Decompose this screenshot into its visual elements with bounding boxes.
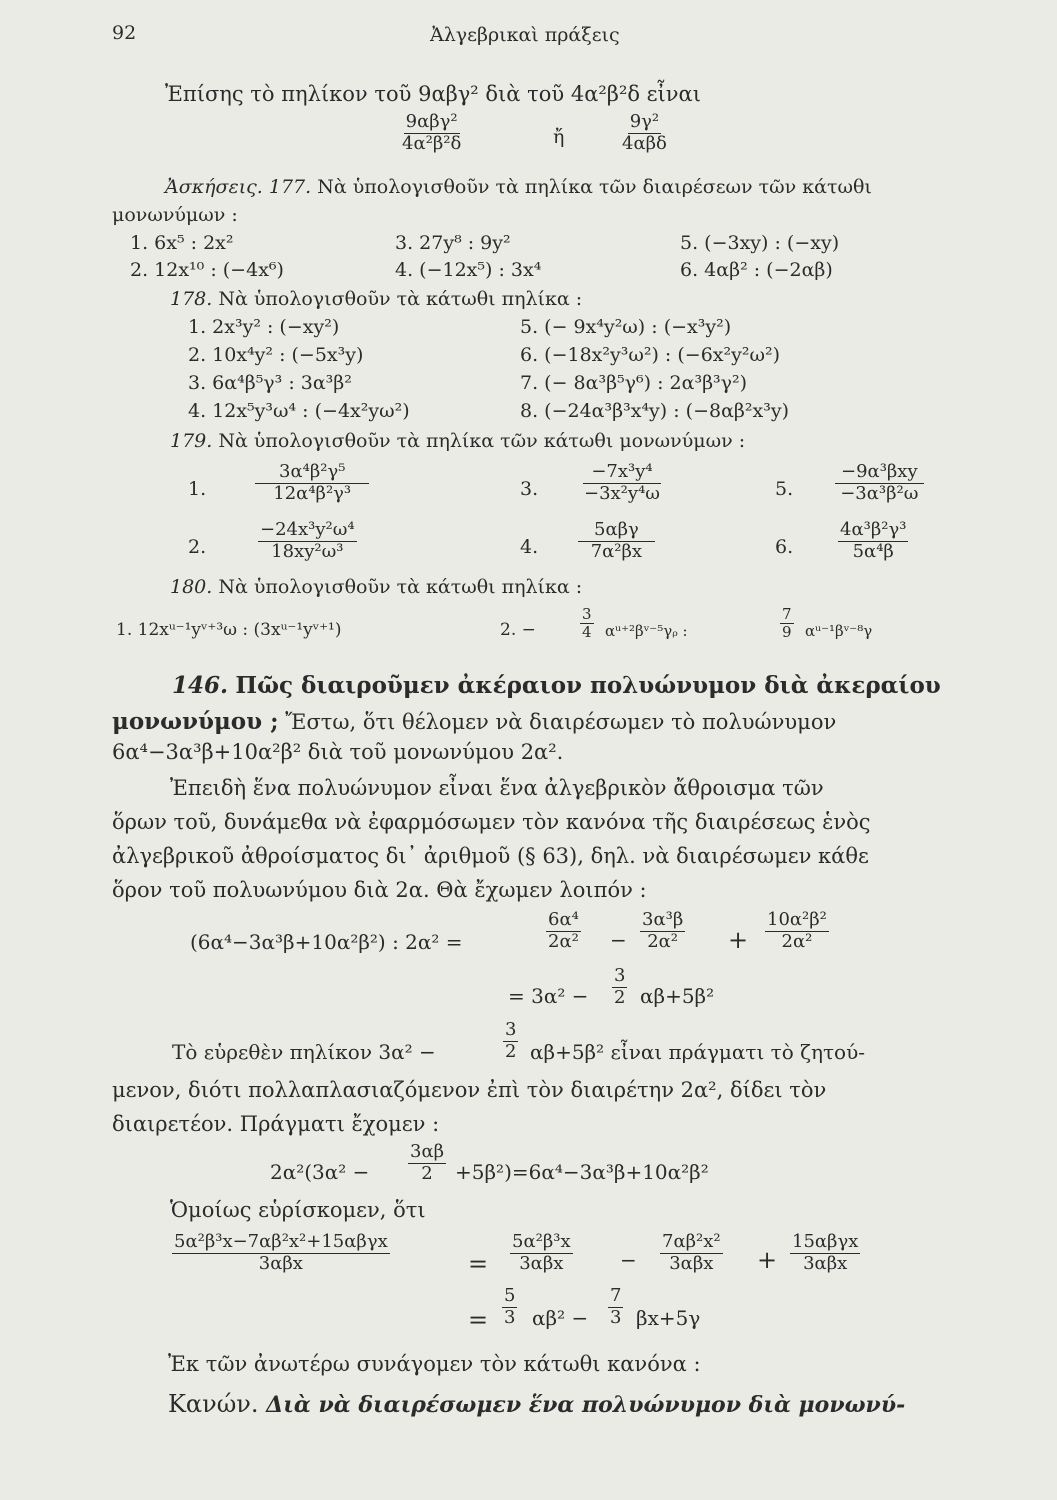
intro-line: Ἐπίσης τὸ πηλίκον τοῦ 9αβγ² διὰ τοῦ 4α²β²δ εἶναι (165, 82, 701, 106)
section-146-text-2: 6α⁴−3α³β+10α²β² διὰ τοῦ μονωνύμου 2α². (112, 740, 564, 764)
fraction-numerator: 3αβ (410, 1141, 445, 1162)
equation-4-plus: + (757, 1246, 778, 1274)
fraction-numerator: 3 (505, 1019, 517, 1040)
paragraph-line: ἀλγεβρικοῦ ἀθροίσματος δι᾽ ἀριθμοῦ (§ 63), δηλ. νὰ διαιρέσωμεν κάθε (112, 844, 869, 868)
ex180-item-2-fraction-1 (580, 606, 594, 642)
fraction-numerator: 10α²β² (767, 909, 827, 930)
intro-fraction-2 (620, 112, 669, 154)
equation-2-rhs: αβ+5β² (640, 984, 715, 1008)
paragraph-line: ὅρων τοῦ, δυνάμεθα νὰ ἐφαρμόσωμεν τὸν κανόνα τῆς διαιρέσεως ἑνὸς (112, 810, 871, 834)
ex180-item-2-fraction-2 (780, 606, 794, 642)
exercise-heading: Ἀσκήσεις. 177. (165, 176, 312, 198)
rule-line (168, 1390, 905, 1418)
ex179-item-6-fraction (838, 520, 908, 562)
fraction-denominator: 18xy²ω³ (271, 540, 344, 562)
or-word: ἤ (553, 126, 565, 148)
fraction-numerator: −7x³y⁴ (583, 462, 660, 484)
section-146-title (172, 672, 941, 699)
ex179-item-6-number: 6. (775, 536, 794, 558)
paragraph-3-start: Τὸ εὑρεθὲν πηλίκον 3α² − (172, 1040, 436, 1064)
section-146-title-line-2 (112, 708, 836, 735)
fraction-numerator: 3 (582, 605, 592, 623)
ex177-item-6: 6. 4αβ² : (−2αβ) (680, 259, 833, 281)
paragraph-line: ὅρον τοῦ πολυωνύμου διὰ 2α. Θὰ ἔχωμεν λοιπόν : (112, 878, 647, 902)
fraction-denominator: 3 (610, 1306, 622, 1328)
ex179-item-1-fraction (255, 462, 369, 504)
ex177-item-1: 1. 6x⁵ : 2x² (130, 232, 234, 254)
paragraph-line: διαιρετέον. Πράγματι ἔχομεν : (112, 1112, 440, 1136)
equation-4-fraction-1 (510, 1232, 573, 1274)
ex179-item-4-number: 4. (520, 536, 539, 558)
section-title: Πῶς διαιροῦμεν ἀκέραιον πολυώνυμον διὰ ἀκεραίου (235, 672, 941, 699)
fraction-denominator: 4αβδ (622, 132, 667, 154)
ex179-item-3-number: 3. (520, 478, 539, 500)
ex179-item-1-number: 1. (188, 478, 207, 500)
fraction-denominator: 4 (582, 623, 592, 642)
ex178-item-3: 3. 6α⁴β⁵γ³ : 3α³β² (188, 372, 352, 394)
equation-3-lhs: 2α²(3α² − (270, 1160, 370, 1184)
fraction-denominator: 2 (421, 1162, 433, 1184)
equation-3-fraction (408, 1142, 446, 1184)
equation-3-rhs: +5β²)=6α⁴−3α³β+10α²β² (455, 1160, 709, 1184)
fraction-denominator: 2α² (781, 930, 813, 952)
equation-4-lhs-fraction (172, 1232, 390, 1274)
fraction-numerator: 6α⁴ (548, 909, 579, 930)
exercise-text: Νὰ ὑπολογισθοῦν τὰ πηλίκα τῶν διαιρέσεων τῶν κάτωθι (317, 176, 872, 198)
exercise-177-text-cont: μονωνύμων : (112, 204, 238, 226)
fraction-numerator: 7 (782, 605, 792, 623)
page-number: 92 (112, 22, 137, 44)
similarly-line: Ὁμοίως εὑρίσκομεν, ὅτι (170, 1198, 426, 1222)
fraction-denominator: 3αβx (258, 1252, 303, 1274)
fraction-numerator: 9γ² (629, 111, 660, 132)
exercise-178-header (170, 288, 582, 310)
section-text: Ἔστω, ὅτι θέλομεν νὰ διαιρέσωμεν τὸ πολυώνυμον (285, 710, 837, 734)
ex178-item-7: 7. (− 8α³β⁵γ⁶) : 2α³β³γ²) (520, 372, 748, 394)
ex180-item-2-middle: αᵘ⁺²βᵛ⁻⁵γᵨ : (605, 622, 688, 640)
fraction-denominator: 2 (614, 986, 626, 1008)
equation-5-middle: αβ² − (532, 1306, 589, 1330)
conclusion-line: Ἐκ τῶν ἀνωτέρω συνάγομεν τὸν κάτωθι κανόνα : (168, 1352, 701, 1376)
ex179-item-5-number: 5. (775, 478, 794, 500)
fraction-denominator: 12α⁴β²γ³ (273, 482, 352, 504)
ex180-item-2-prefix: 2. − (500, 620, 536, 640)
equation-5-fraction-2 (608, 1286, 623, 1328)
fraction-numerator: 5α²β³x (512, 1231, 571, 1252)
fraction-denominator: 2 (505, 1040, 517, 1062)
ex177-item-3: 3. 27y⁸ : 9y² (395, 232, 511, 254)
equation-1-plus: + (728, 926, 749, 954)
fraction-numerator: −24x³y²ω⁴ (260, 519, 355, 540)
exercise-180-header (170, 576, 582, 598)
fraction-numerator: 15αβγx (792, 1231, 859, 1252)
ex177-item-5: 5. (−3xy) : (−xy) (680, 232, 840, 254)
fraction-numerator: 7 (610, 1285, 622, 1306)
fraction-numerator: 3α³β (642, 909, 684, 930)
exercise-179-header (170, 430, 745, 452)
fraction-denominator: 9 (782, 623, 792, 642)
fraction-denominator: 4α²β²δ (402, 132, 462, 154)
ex178-item-2: 2. 10x⁴y² : (−5x³y) (188, 344, 364, 366)
equation-5-end: βx+5γ (636, 1306, 701, 1330)
equation-4-minus: − (620, 1248, 637, 1272)
equation-5-fraction-1 (502, 1286, 517, 1328)
fraction-denominator: 3αβx (669, 1252, 714, 1274)
exercise-177-header (165, 176, 872, 198)
rule-label: Κανών. (168, 1390, 259, 1418)
fraction-denominator: −3α³β²ω (840, 482, 919, 504)
ex180-item-1: 1. 12xᵘ⁻¹yᵛ⁺³ω : (3xᵘ⁻¹yᵛ⁺¹) (116, 620, 342, 640)
fraction-numerator: 3α⁴β²γ⁵ (255, 462, 369, 484)
fraction-numerator: 9αβγ² (405, 111, 458, 132)
section-number: 146. (172, 672, 229, 699)
ex179-item-4-fraction (578, 520, 655, 562)
ex179-item-2-number: 2. (188, 536, 207, 558)
exercise-text: Νὰ ὑπολογισθοῦν τὰ κάτωθι πηλίκα : (218, 288, 583, 310)
fraction-denominator: 2α² (647, 930, 679, 952)
equation-1-fraction-2 (640, 910, 685, 952)
fraction-denominator: 3 (504, 1306, 516, 1328)
equation-1-fraction-3 (765, 910, 829, 952)
ex177-item-2: 2. 12x¹⁰ : (−4x⁶) (130, 259, 284, 281)
fraction-numerator: 4α³β²γ³ (840, 519, 907, 540)
fraction-numerator: −9α³βxy (835, 462, 924, 484)
equation-5-equals: = (468, 1306, 489, 1334)
exercise-text: Νὰ ὑπολογισθοῦν τὰ πηλίκα τῶν κάτωθι μονωνύμων : (218, 430, 746, 452)
equation-1-fraction-1 (546, 910, 581, 952)
exercise-heading: 180. (170, 576, 213, 598)
equation-2-fraction (612, 966, 627, 1008)
ex178-item-5: 5. (− 9x⁴y²ω) : (−x³y²) (520, 316, 732, 338)
equation-4-fraction-2 (660, 1232, 723, 1274)
fraction-denominator: 7α²βx (590, 540, 643, 562)
ex177-item-4: 4. (−12x⁵) : 3x⁴ (395, 259, 542, 281)
fraction-denominator: 3αβx (803, 1252, 848, 1274)
equation-4-fraction-3 (790, 1232, 860, 1274)
fraction-numerator: 5α²β³x−7αβ²x²+15αβγx (174, 1231, 388, 1252)
rule-text: Διὰ νὰ διαιρέσωμεν ἕνα πολυώνυμον διὰ μονωνύ- (266, 1392, 906, 1418)
fraction-numerator: 3 (614, 965, 626, 986)
paragraph-3-end: αβ+5β² εἶναι πράγματι τὸ ζητού- (530, 1040, 865, 1064)
ex178-item-6: 6. (−18x²y³ω²) : (−6x²y²ω²) (520, 344, 780, 366)
paragraph-line: Ἐπειδὴ ἕνα πολυώνυμον εἶναι ἕνα ἀλγεβρικὸν ἄθροισμα τῶν (170, 776, 824, 800)
ex178-item-4: 4. 12x⁵y³ω⁴ : (−4x²yω²) (188, 400, 410, 422)
ex178-item-8: 8. (−24α³β³x⁴y) : (−8αβ²x³y) (520, 400, 790, 422)
ex179-item-2-fraction (258, 520, 357, 562)
fraction-numerator: 7αβ²x² (662, 1231, 721, 1252)
fraction-denominator: 2α² (548, 930, 579, 952)
equation-1-minus: − (610, 928, 627, 952)
equation-4-equals: = (468, 1250, 489, 1278)
running-title: Ἀλγεβρικαὶ πράξεις (430, 24, 620, 46)
intro-fraction-1 (400, 112, 463, 154)
section-title-cont: μονωνύμου ; (112, 708, 279, 735)
fraction-denominator: 5α⁴β (852, 540, 894, 562)
paragraph-line: μενον, διότι πολλαπλασιαζόμενον ἐπὶ τὸν διαιρέτην 2α², δίδει τὸν (112, 1078, 827, 1102)
fraction-denominator: 3αβx (519, 1252, 564, 1274)
fraction-numerator: 5αβγ (578, 520, 655, 542)
fraction-denominator: −3x²y⁴ω (584, 482, 660, 504)
equation-1-lhs: (6α⁴−3α³β+10α²β²) : 2α² = (190, 930, 463, 954)
fraction-numerator: 5 (504, 1285, 516, 1306)
ex180-item-2-end: αᵘ⁻¹βᵛ⁻⁸γ (805, 622, 873, 640)
ex179-item-5-fraction (835, 462, 924, 504)
ex178-item-1: 1. 2x³y² : (−xy²) (188, 316, 340, 338)
exercise-heading: 179. (170, 430, 213, 452)
exercise-text: Νὰ ὑπολογισθοῦν τὰ κάτωθι πηλίκα : (218, 576, 583, 598)
exercise-heading: 178. (170, 288, 213, 310)
equation-2-lhs: = 3α² − (508, 984, 589, 1008)
paragraph-3-fraction (503, 1020, 518, 1062)
ex179-item-3-fraction (582, 462, 662, 504)
